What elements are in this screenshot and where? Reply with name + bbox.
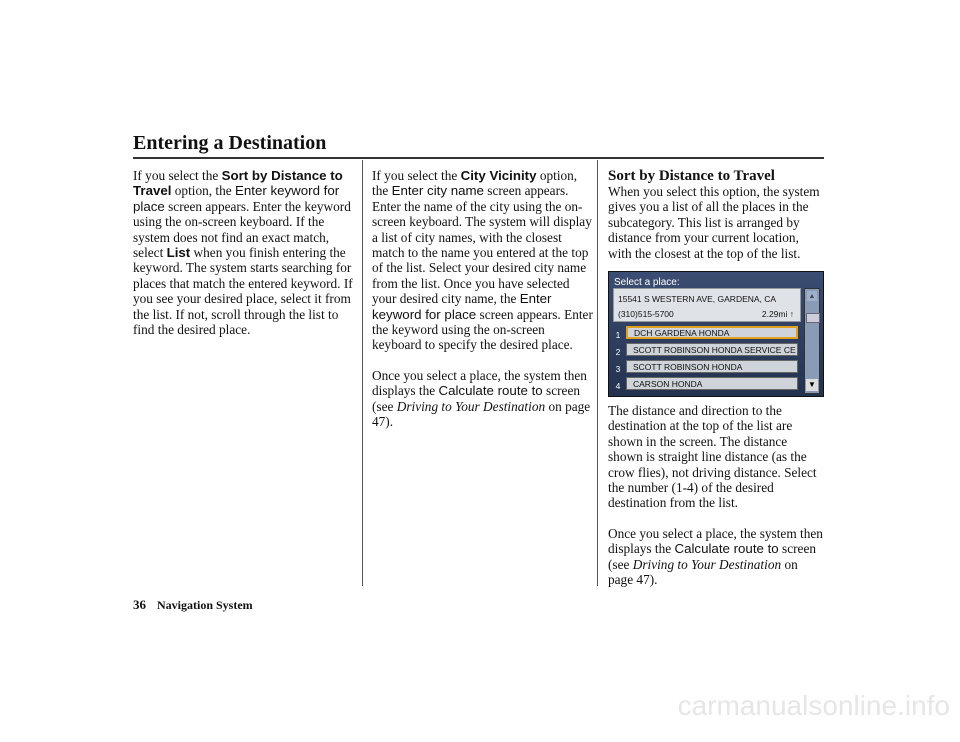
page-title: Entering a Destination <box>133 132 327 154</box>
screen-name: Enter keyword for place <box>372 291 552 322</box>
address: 15541 S WESTERN AVE, GARDENA, CA <box>618 294 777 305</box>
scroll-thumb[interactable] <box>806 313 820 323</box>
up-arrow-icon: ↑ <box>789 309 794 320</box>
button-name: List <box>166 245 191 261</box>
phone: (310)515-5700 <box>618 309 674 320</box>
page-number: 36 <box>133 597 146 612</box>
screen-name: Enter keyword for place <box>133 183 340 214</box>
column-1 <box>133 168 355 337</box>
list-item[interactable]: 3 SCOTT ROBINSON HONDA <box>613 360 799 374</box>
scrollbar[interactable] <box>804 288 820 394</box>
address-box <box>613 288 801 322</box>
section-heading: Sort by Distance to Travel <box>608 168 775 184</box>
paragraph: Once you select a place, the system then displays the Calculate route to screen (see Driving to Your Destination on page 47). <box>608 525 823 588</box>
list-item[interactable]: 2 SCOTT ROBINSON HONDA SERVICE CE <box>613 343 799 357</box>
distance: 2.29mi ↑ <box>761 309 794 320</box>
title-rule <box>133 157 824 159</box>
option-name: Sort by Distance to Travel <box>133 168 343 199</box>
screen-name: Calculate route to <box>674 541 779 557</box>
paragraph: If you select the Sort by Distance to Travel option, the Enter keyword for place screen appears. Enter the keyword using the on-screen keyboard. If the system does not find an exact match, select List when you finish entering the keyword. The system starts searching for places that match the entered keyword. If you see your desired place, select it from the list. If not, scroll through the list to find the desired place. <box>133 168 353 338</box>
screen-name: Calculate route to <box>438 383 543 399</box>
scroll-up-icon[interactable]: ▲ <box>808 292 816 301</box>
page-footer <box>133 597 253 613</box>
paragraph: When you select this option, the system gives you a list of all the places in the subcategory. This list is arranged by distance from your current location, with the closest at the top of the list. <box>608 184 820 261</box>
screen-name: Enter city name <box>391 183 484 199</box>
column-2 <box>372 168 594 430</box>
paragraph: Once you select a place, the system then displays the Calculate route to screen (see Driving to Your Destination on page 47). <box>372 367 591 430</box>
cross-reference: Driving to Your Destination <box>632 556 782 572</box>
list-item[interactable]: 4 CARSON HONDA <box>613 377 799 391</box>
list-item[interactable]: 1 DCH GARDENA HONDA <box>613 326 799 340</box>
scroll-down-icon[interactable]: ▼ <box>806 379 818 391</box>
column-3 <box>608 168 824 588</box>
cross-reference: Driving to Your Destination <box>396 398 546 414</box>
option-name: City Vicinity <box>460 168 537 183</box>
paragraph: The distance and direction to the destination at the top of the list are shown in the screen. The distance shown is straight line distance (as the crow flies), not driving distance. Select the number (1-4) of the desired destination from the list. <box>608 403 817 511</box>
paragraph: If you select the City Vicinity option, the Enter city name screen appears. Enter the name of the city using the on-screen keyboard. The system will display a list of city names, with the closest match to the name you entered at the top of the list. Select your desired city name from the list. Once you have selected your desired city name, the Enter keyword for place screen appears. Enter the keyword using the on-screen keyboard to specify the desired place. <box>372 168 593 353</box>
section-name: Navigation System <box>157 598 253 612</box>
column-divider <box>597 160 598 586</box>
nav-screen <box>608 271 824 397</box>
watermark: carmanualsonline.info <box>677 690 950 721</box>
screen-header: Select a place: <box>614 277 680 289</box>
column-divider <box>362 160 363 586</box>
